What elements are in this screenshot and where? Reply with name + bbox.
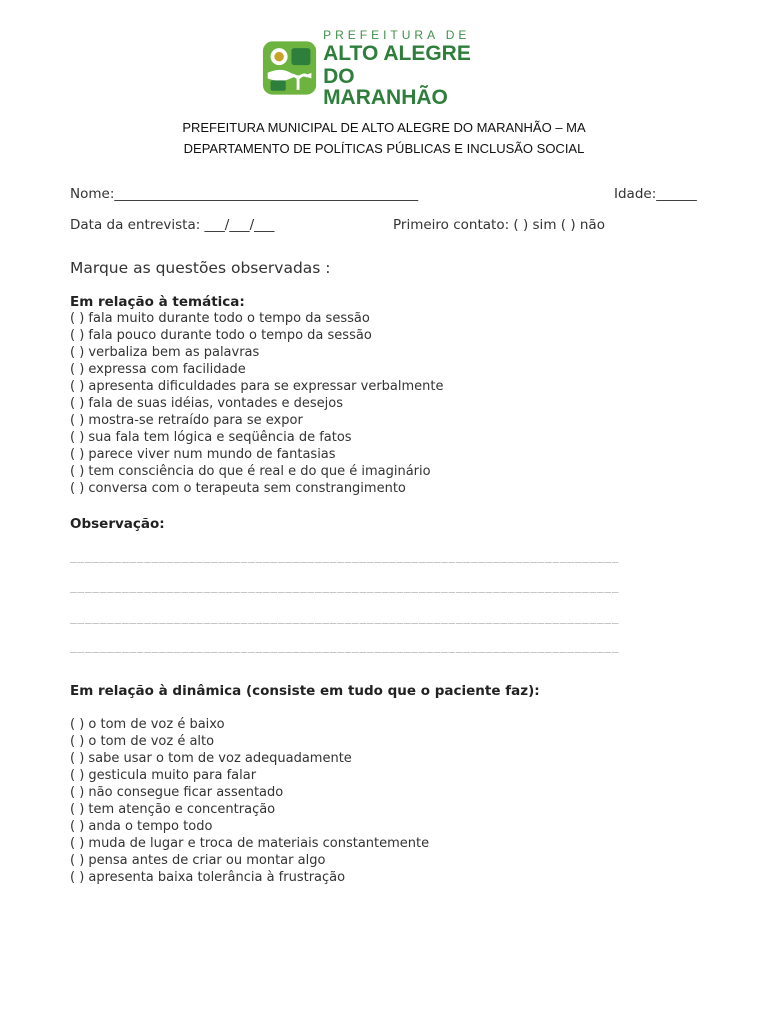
logo-text (323, 29, 477, 108)
thematic-checkbox-item[interactable]: ( ) fala de suas idéias, vontades e desejos (70, 396, 343, 411)
thematic-checkbox-item[interactable]: ( ) tem consciência do que é real e do que é imaginário (70, 464, 431, 479)
dynamics-checkbox-item[interactable]: ( ) apresenta baixa tolerância à frustração (70, 870, 346, 885)
dynamics-checkbox-item[interactable]: ( ) sabe usar o tom de voz adequadamente (70, 751, 352, 766)
thematic-checkbox-item[interactable]: ( ) expressa com facilidade (70, 362, 246, 377)
logo-line-1: PREFEITURA DE (323, 27, 471, 42)
dynamics-checkbox-item[interactable]: ( ) não consegue ficar assentado (70, 785, 284, 800)
observation-line[interactable]: __________________________________________________________________________ (70, 580, 620, 593)
observation-line[interactable]: __________________________________________________________________________ (70, 550, 620, 563)
observation-line[interactable]: __________________________________________________________________________ (70, 640, 620, 653)
municipality-emblem-icon (262, 39, 317, 97)
interview-date-field[interactable]: Data da entrevista: ___/___/___ (70, 217, 275, 233)
dynamics-checkbox-item[interactable]: ( ) anda o tempo todo (70, 819, 213, 834)
thematic-checkbox-item[interactable]: ( ) verbaliza bem as palavras (70, 345, 260, 360)
instruction-text: Marque as questões observadas : (70, 259, 331, 277)
age-field[interactable]: Idade:______ (614, 186, 697, 202)
observation-line[interactable]: __________________________________________________________________________ (70, 611, 620, 624)
logo-line-3: DO MARANHÃO (323, 64, 448, 109)
header-department: DEPARTAMENTO DE POLÍTICAS PÚBLICAS E INCLUSÃO SOCIAL (183, 141, 585, 156)
thematic-checkbox-item[interactable]: ( ) parece viver num mundo de fantasias (70, 447, 336, 462)
dynamics-checkbox-item[interactable]: ( ) tem atenção e concentração (70, 802, 276, 817)
thematic-checkbox-item[interactable]: ( ) fala pouco durante todo o tempo da sessão (70, 328, 372, 343)
logo-line-2: ALTO ALEGRE (323, 41, 471, 65)
thematic-checkbox-item[interactable]: ( ) sua fala tem lógica e seqüência de fatos (70, 430, 352, 445)
dynamics-checkbox-item[interactable]: ( ) gesticula muito para falar (70, 768, 257, 783)
dynamics-section-title: Em relação à dinâmica (consiste em tudo que o paciente faz): (70, 683, 540, 699)
dynamics-checkbox-item[interactable]: ( ) o tom de voz é baixo (70, 717, 225, 732)
observation-section-title: Observação: (70, 516, 165, 532)
prefeitura-logo (262, 27, 477, 109)
thematic-checkbox-item[interactable]: ( ) fala muito durante todo o tempo da sessão (70, 311, 370, 326)
thematic-section-title: Em relação à temática: (70, 294, 245, 310)
dynamics-checkbox-item[interactable]: ( ) pensa antes de criar ou montar algo (70, 853, 326, 868)
dynamics-checkbox-item[interactable]: ( ) muda de lugar e troca de materiais constantemente (70, 836, 430, 851)
header-municipality: PREFEITURA MUNICIPAL DE ALTO ALEGRE DO MARANHÃO – MA (182, 120, 586, 135)
name-field[interactable]: Nome:_____________________________________________ (70, 186, 419, 202)
first-contact-field[interactable]: Primeiro contato: ( ) sim ( ) não (393, 217, 605, 233)
thematic-checkbox-item[interactable]: ( ) mostra-se retraído para se expor (70, 413, 303, 428)
thematic-checkbox-item[interactable]: ( ) apresenta dificuldades para se expressar verbalmente (70, 379, 444, 394)
thematic-checkbox-item[interactable]: ( ) conversa com o terapeuta sem constrangimento (70, 481, 406, 496)
dynamics-checkbox-item[interactable]: ( ) o tom de voz é alto (70, 734, 215, 749)
